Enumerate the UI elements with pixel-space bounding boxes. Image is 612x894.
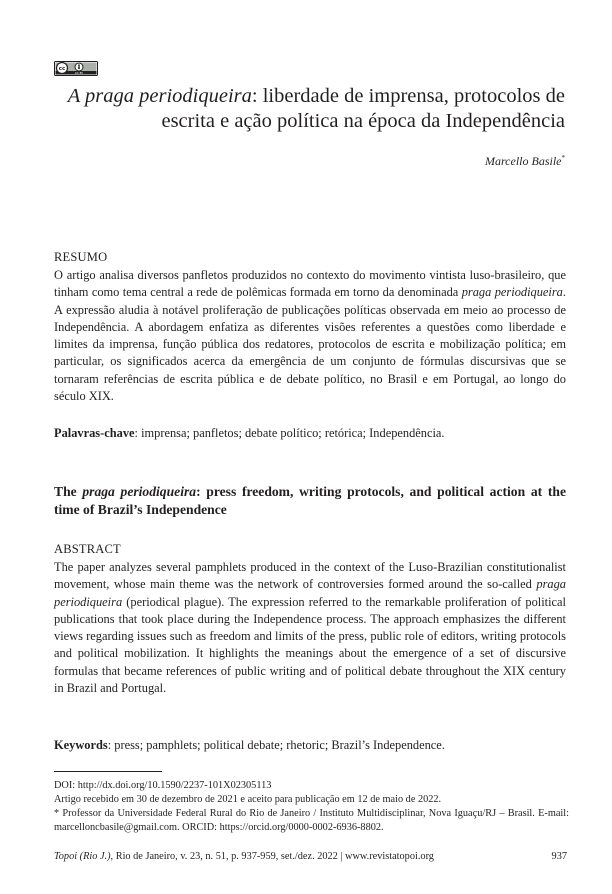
page-number: 937: [551, 851, 567, 862]
resumo-text-italic: praga periodiqueira: [461, 285, 563, 300]
journal-details: , Rio de Janeiro, v. 23, n. 51, p. 937-959, set./dez. 2022 | www.revistatopoi.org: [110, 851, 434, 862]
affiliation-note: * Professor da Universidade Federal Rural do Rio de Janeiro / Instituto Multidisciplinar, Nova Iguaçu/RJ – Brasil. E-mail: marcelloncbasile@gmail.com. ORCID: https://orcid.org/0000-0002-6936-8802.: [54, 808, 569, 833]
resumo-text-before: O artigo analisa diversos panfletos produzidos no contexto do movimento vintista luso-brasileiro, que tinham como tema central a rede de polêmicas formada em torno da denominada: [54, 268, 566, 300]
abstract-text-after: (periodical plague). The expression referred to the remarkable proliferation of political publications that took place during the Independence process. The approach emphasizes the different views regarding issues such as freedom and limits of the press, public role of editors, writing protocols and political mobilization. It highlights the meanings about the emergence of a set of discursive formulas that became references of public writing and of political debate throughout the XIX century in Brazil and Portugal.: [54, 594, 566, 696]
english-title-rest: : press freedom, writing protocols, and political action at the time of Brazil’s Independence: [54, 484, 566, 517]
abstract-text-italic: praga periodiqueira: [54, 577, 566, 609]
abstract-keywords: [54, 738, 566, 753]
resumo-keywords: [54, 426, 566, 441]
title-line2: escrita e ação política na época da Independência: [161, 110, 565, 132]
svg-text:cc: cc: [58, 66, 66, 72]
title-italic: A praga periodiqueira: [67, 85, 252, 107]
english-title-italic: praga periodiqueira: [82, 484, 197, 499]
resumo-keywords-label: Palavras-chave: [54, 426, 135, 440]
english-title: [54, 483, 566, 519]
resumo-text-after: . A expressão aludia à notável proliferação de publicações políticas observada em meio ao processo de Independência. A abordagem enfatiza as diferentes visões referentes a questões como liberdade e limites da imprensa, função pública dos redatores, protocolos de escrita e mobilização política; em particular, os significados acerca da emergência de um conjunto de fórmulas discursivas que se tornaram referências de escrita pública e de debate político, no Brasil e em Portugal, ao longo do século XIX.: [54, 285, 566, 404]
title-rest-line1: : liberdade de imprensa, protocolos de: [251, 85, 565, 107]
received-note: Artigo recebido em 30 de dezembro de 2021 e aceito para publicação em 12 de maio de 2022.: [54, 794, 442, 805]
abstract-paragraph: [54, 559, 566, 697]
resumo-keywords-text: : imprensa; panfletos; debate político; retórica; Independência.: [134, 426, 445, 440]
english-title-prefix: The: [54, 484, 83, 499]
resumo-paragraph: [54, 267, 566, 405]
footnote-rule: [54, 771, 162, 772]
abstract-keywords-label: Keywords: [54, 738, 108, 752]
cc-by-license-badge: [54, 61, 98, 76]
abstract-heading: ABSTRACT: [54, 542, 121, 556]
abstract-text-before: The paper analyzes several pamphlets produced in the context of the Luso-Brazilian constitutionalist movement, whose main theme was the network of controversies formed around the so-called: [54, 560, 566, 592]
doi-note: DOI: http://dx.doi.org/10.1590/2237-101X02305113: [54, 780, 272, 791]
author-footnote-mark: *: [561, 154, 565, 162]
journal-footer: [54, 851, 568, 862]
resumo-heading: RESUMO: [54, 250, 108, 264]
author: [485, 154, 565, 169]
cc-badge-label: CC BY: [74, 70, 84, 75]
author-name: Marcello Basile: [484, 154, 562, 168]
journal-name: Topoi (Rio J.): [54, 851, 111, 862]
abstract-keywords-text: : press; pamphlets; political debate; rhetoric; Brazil’s Independence.: [107, 738, 445, 752]
article-title: [55, 84, 565, 134]
